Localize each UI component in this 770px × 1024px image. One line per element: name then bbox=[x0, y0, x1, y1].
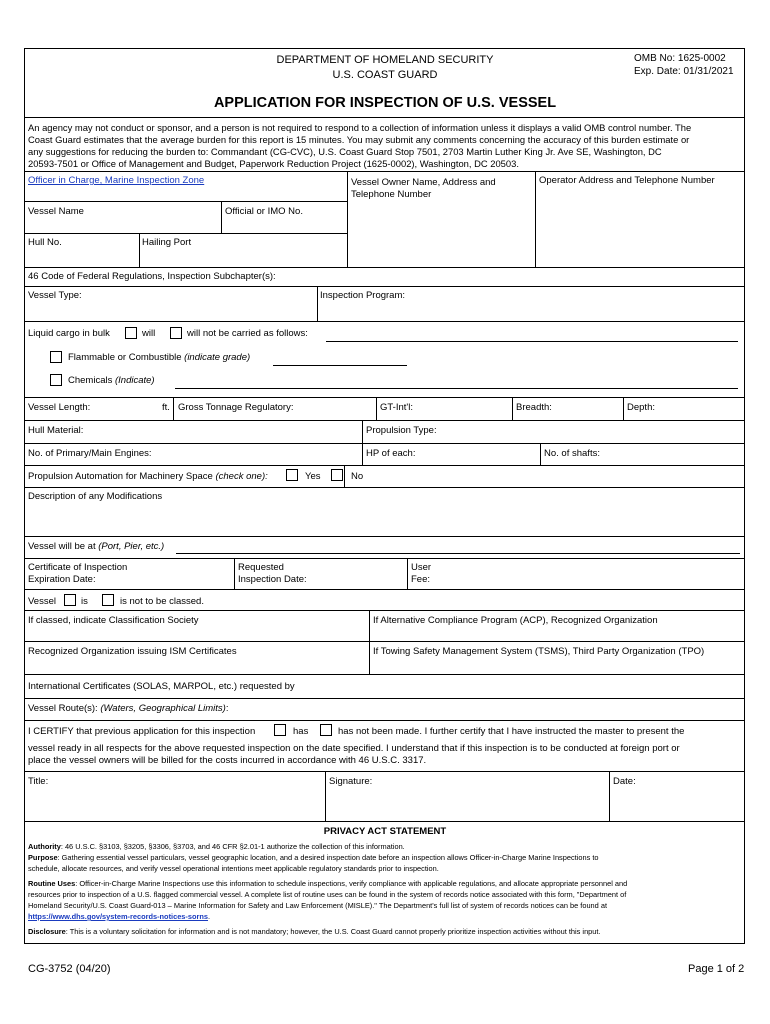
burden-line-3: any suggestions for reducing the burden to: Commandant (CG-CVC), U.S. Coast Guard Stop 7501, 2703 Martin Luther King Jr. Ave SE, Washington, DC bbox=[28, 146, 662, 157]
certify-has-not-label: has not been made. I further certify that I have instructed the master to present the bbox=[338, 726, 685, 737]
vessel-location-label: Vessel will be at (Port, Pier, etc.) bbox=[28, 541, 165, 552]
liquid-cargo-label: Liquid cargo in bulk bbox=[28, 328, 110, 339]
automation-yes-label: Yes bbox=[305, 471, 321, 482]
gross-tonnage-label: Gross Tonnage Regulatory: bbox=[178, 402, 294, 413]
ocmi-zone-link[interactable]: Officer in Charge, Marine Inspection Zone bbox=[28, 175, 205, 186]
engines-label: No. of Primary/Main Engines: bbox=[28, 448, 152, 459]
burden-line-4: 20593-7501 or Office of Management and Budget, Paperwork Reduction Project (1625-0002), Washington, DC 20503. bbox=[28, 158, 519, 169]
tsms-label: If Towing Safety Management System (TSMS), Third Party Organization (TPO) bbox=[373, 646, 705, 657]
requested-date-label-1: Requested bbox=[238, 562, 284, 573]
owner-label-1: Vessel Owner Name, Address and bbox=[351, 177, 496, 188]
chemicals-input-line[interactable] bbox=[175, 388, 738, 389]
cargo-input-line[interactable] bbox=[326, 341, 738, 342]
burden-line-2: Coast Guard estimates that the average burden for this report is 15 minutes. You may submit any comments concerning the accuracy of this burden estimate or bbox=[28, 134, 690, 145]
cargo-will-not-label: will not be carried as follows: bbox=[187, 328, 308, 339]
privacy-routine-3: Homeland Security/U.S. Coast Guard-013 – Marine Information for Safety and Law Enforcement (MISLE)." The Department's full list of system of records notices can be found at bbox=[28, 901, 607, 910]
page-title: APPLICATION FOR INSPECTION OF U.S. VESSEL bbox=[213, 95, 557, 111]
classed-is-label: is bbox=[81, 596, 88, 607]
owner-label-2: Telephone Number bbox=[351, 189, 432, 200]
vessel-type-label: Vessel Type: bbox=[28, 290, 82, 301]
acp-label: If Alternative Compliance Program (ACP), Recognized Organization bbox=[373, 615, 658, 626]
flammable-checkbox[interactable] bbox=[50, 351, 62, 363]
chemicals-label: Chemicals (Indicate) bbox=[68, 375, 155, 386]
automation-no-checkbox[interactable] bbox=[331, 469, 343, 481]
cargo-will-label: will bbox=[142, 328, 156, 339]
routes-label: Vessel Route(s): (Waters, Geographical Limits): bbox=[28, 703, 229, 714]
burden-line-1: An agency may not conduct or sponsor, and a person is not required to respond to a collection of information unless it displays a valid OMB control number. The bbox=[28, 122, 692, 133]
chemicals-checkbox[interactable] bbox=[50, 374, 62, 386]
coi-label-2: Expiration Date: bbox=[28, 574, 96, 585]
hp-each-label: HP of each: bbox=[366, 448, 416, 459]
vessel-name-label: Vessel Name bbox=[28, 206, 84, 217]
classed-vessel-label: Vessel bbox=[28, 596, 56, 607]
flammable-label: Flammable or Combustible (indicate grade) bbox=[68, 352, 251, 363]
dept-name: DEPARTMENT OF HOMELAND SECURITY bbox=[276, 54, 494, 66]
privacy-authority: Authority: 46 U.S.C. §3103, §3205, §3306, §3703, and 46 CFR §2.01-1 authorize the collection of this information. bbox=[28, 842, 405, 851]
certify-line-2: vessel ready in all respects for the above requested inspection on the date specified. I understand that if this inspection is to be conducted at foreign port or bbox=[28, 743, 680, 754]
privacy-routine-2: resources prior to inspection of a U.S. flagged commercial vessel. A complete list of routine uses can be found in the system of records notice associated with this form, "Department of bbox=[28, 890, 627, 899]
privacy-disclosure: Disclosure: This is a voluntary solicitation for information and is not mandatory; however, the U.S. Coast Guard cannot properly prioritize inspection activities without this input. bbox=[28, 927, 601, 936]
class-society-label: If classed, indicate Classification Society bbox=[28, 615, 199, 626]
privacy-purpose-2: schedule, allocate resources, and verify vessel operational intentions meet applicable regulatory standards prior to inspection. bbox=[28, 864, 439, 873]
hull-no-label: Hull No. bbox=[28, 237, 62, 248]
user-fee-label-2: Fee: bbox=[411, 574, 431, 585]
certify-text-a: I CERTIFY that previous application for this inspection bbox=[28, 726, 256, 737]
expiration-date: Exp. Date: 01/31/2021 bbox=[634, 66, 734, 77]
imo-label: Official or IMO No. bbox=[225, 206, 303, 217]
vessel-location-line[interactable] bbox=[176, 553, 740, 554]
automation-no-label: No bbox=[351, 471, 364, 482]
cargo-will-checkbox[interactable] bbox=[125, 327, 137, 339]
operator-label: Operator Address and Telephone Number bbox=[539, 175, 715, 186]
hull-material-label: Hull Material: bbox=[28, 425, 84, 436]
ism-label: Recognized Organization issuing ISM Certificates bbox=[28, 646, 237, 657]
cargo-will-not-checkbox[interactable] bbox=[170, 327, 182, 339]
privacy-routine-4: https://www.dhs.gov/system-records-notices-sorns. bbox=[28, 912, 211, 921]
user-fee-label-1: User bbox=[411, 562, 432, 573]
classed-is-checkbox[interactable] bbox=[64, 594, 76, 606]
automation-yes-checkbox[interactable] bbox=[286, 469, 298, 481]
coi-label-1: Certificate of Inspection bbox=[28, 562, 128, 573]
depth-label: Depth: bbox=[627, 402, 655, 413]
certify-line-3: place the vessel owners will be billed for the costs incurred in accordance with 46 U.S.C. 3317. bbox=[28, 755, 427, 766]
cfr-subchapter-label: 46 Code of Federal Regulations, Inspection Subchapter(s): bbox=[28, 271, 276, 282]
certify-has-checkbox[interactable] bbox=[274, 724, 286, 736]
modifications-label: Description of any Modifications bbox=[28, 491, 163, 502]
propulsion-type-label: Propulsion Type: bbox=[366, 425, 437, 436]
privacy-heading: PRIVACY ACT STATEMENT bbox=[323, 826, 447, 837]
requested-date-label-2: Inspection Date: bbox=[238, 574, 307, 585]
length-label: Vessel Length: bbox=[28, 402, 91, 413]
gt-intl-label: GT-Int'l: bbox=[380, 402, 413, 413]
intl-certs-label: International Certificates (SOLAS, MARPOL, etc.) requested by bbox=[28, 681, 295, 692]
omb-number: OMB No: 1625-0002 bbox=[634, 53, 726, 64]
classed-is-not-checkbox[interactable] bbox=[102, 594, 114, 606]
agency-name: U.S. COAST GUARD bbox=[332, 69, 438, 81]
certify-has-label: has bbox=[293, 726, 309, 737]
privacy-purpose-1: Purpose: Gathering essential vessel particulars, vessel geographic location, and a desired inspection date before an inspection allows Officer-in-Charge Marine Inspections to bbox=[28, 853, 599, 862]
hailing-port-label: Hailing Port bbox=[142, 237, 192, 248]
automation-label: Propulsion Automation for Machinery Space (check one): bbox=[28, 471, 268, 482]
page-number: Page 1 of 2 bbox=[688, 963, 745, 975]
ft-unit: ft. bbox=[162, 402, 170, 413]
privacy-routine-1: Routine Uses: Officer-in-Charge Marine Inspections use this information to schedule inspections, verify compliance with applicable regulations, and allocate appropriate personnel and bbox=[28, 879, 628, 888]
certify-has-not-checkbox[interactable] bbox=[320, 724, 332, 736]
title-label: Title: bbox=[28, 776, 49, 787]
signature-label: Signature: bbox=[329, 776, 373, 787]
flammable-grade-line[interactable] bbox=[273, 365, 407, 366]
inspection-program-label: Inspection Program: bbox=[320, 290, 406, 301]
classed-is-not-label: is not to be classed. bbox=[120, 596, 204, 607]
date-label: Date: bbox=[613, 776, 636, 787]
breadth-label: Breadth: bbox=[516, 402, 552, 413]
form-number: CG-3752 (04/20) bbox=[28, 963, 111, 975]
sorn-link[interactable]: https://www.dhs.gov/system-records-notices-sorns bbox=[28, 912, 209, 921]
shafts-label: No. of shafts: bbox=[544, 448, 600, 459]
